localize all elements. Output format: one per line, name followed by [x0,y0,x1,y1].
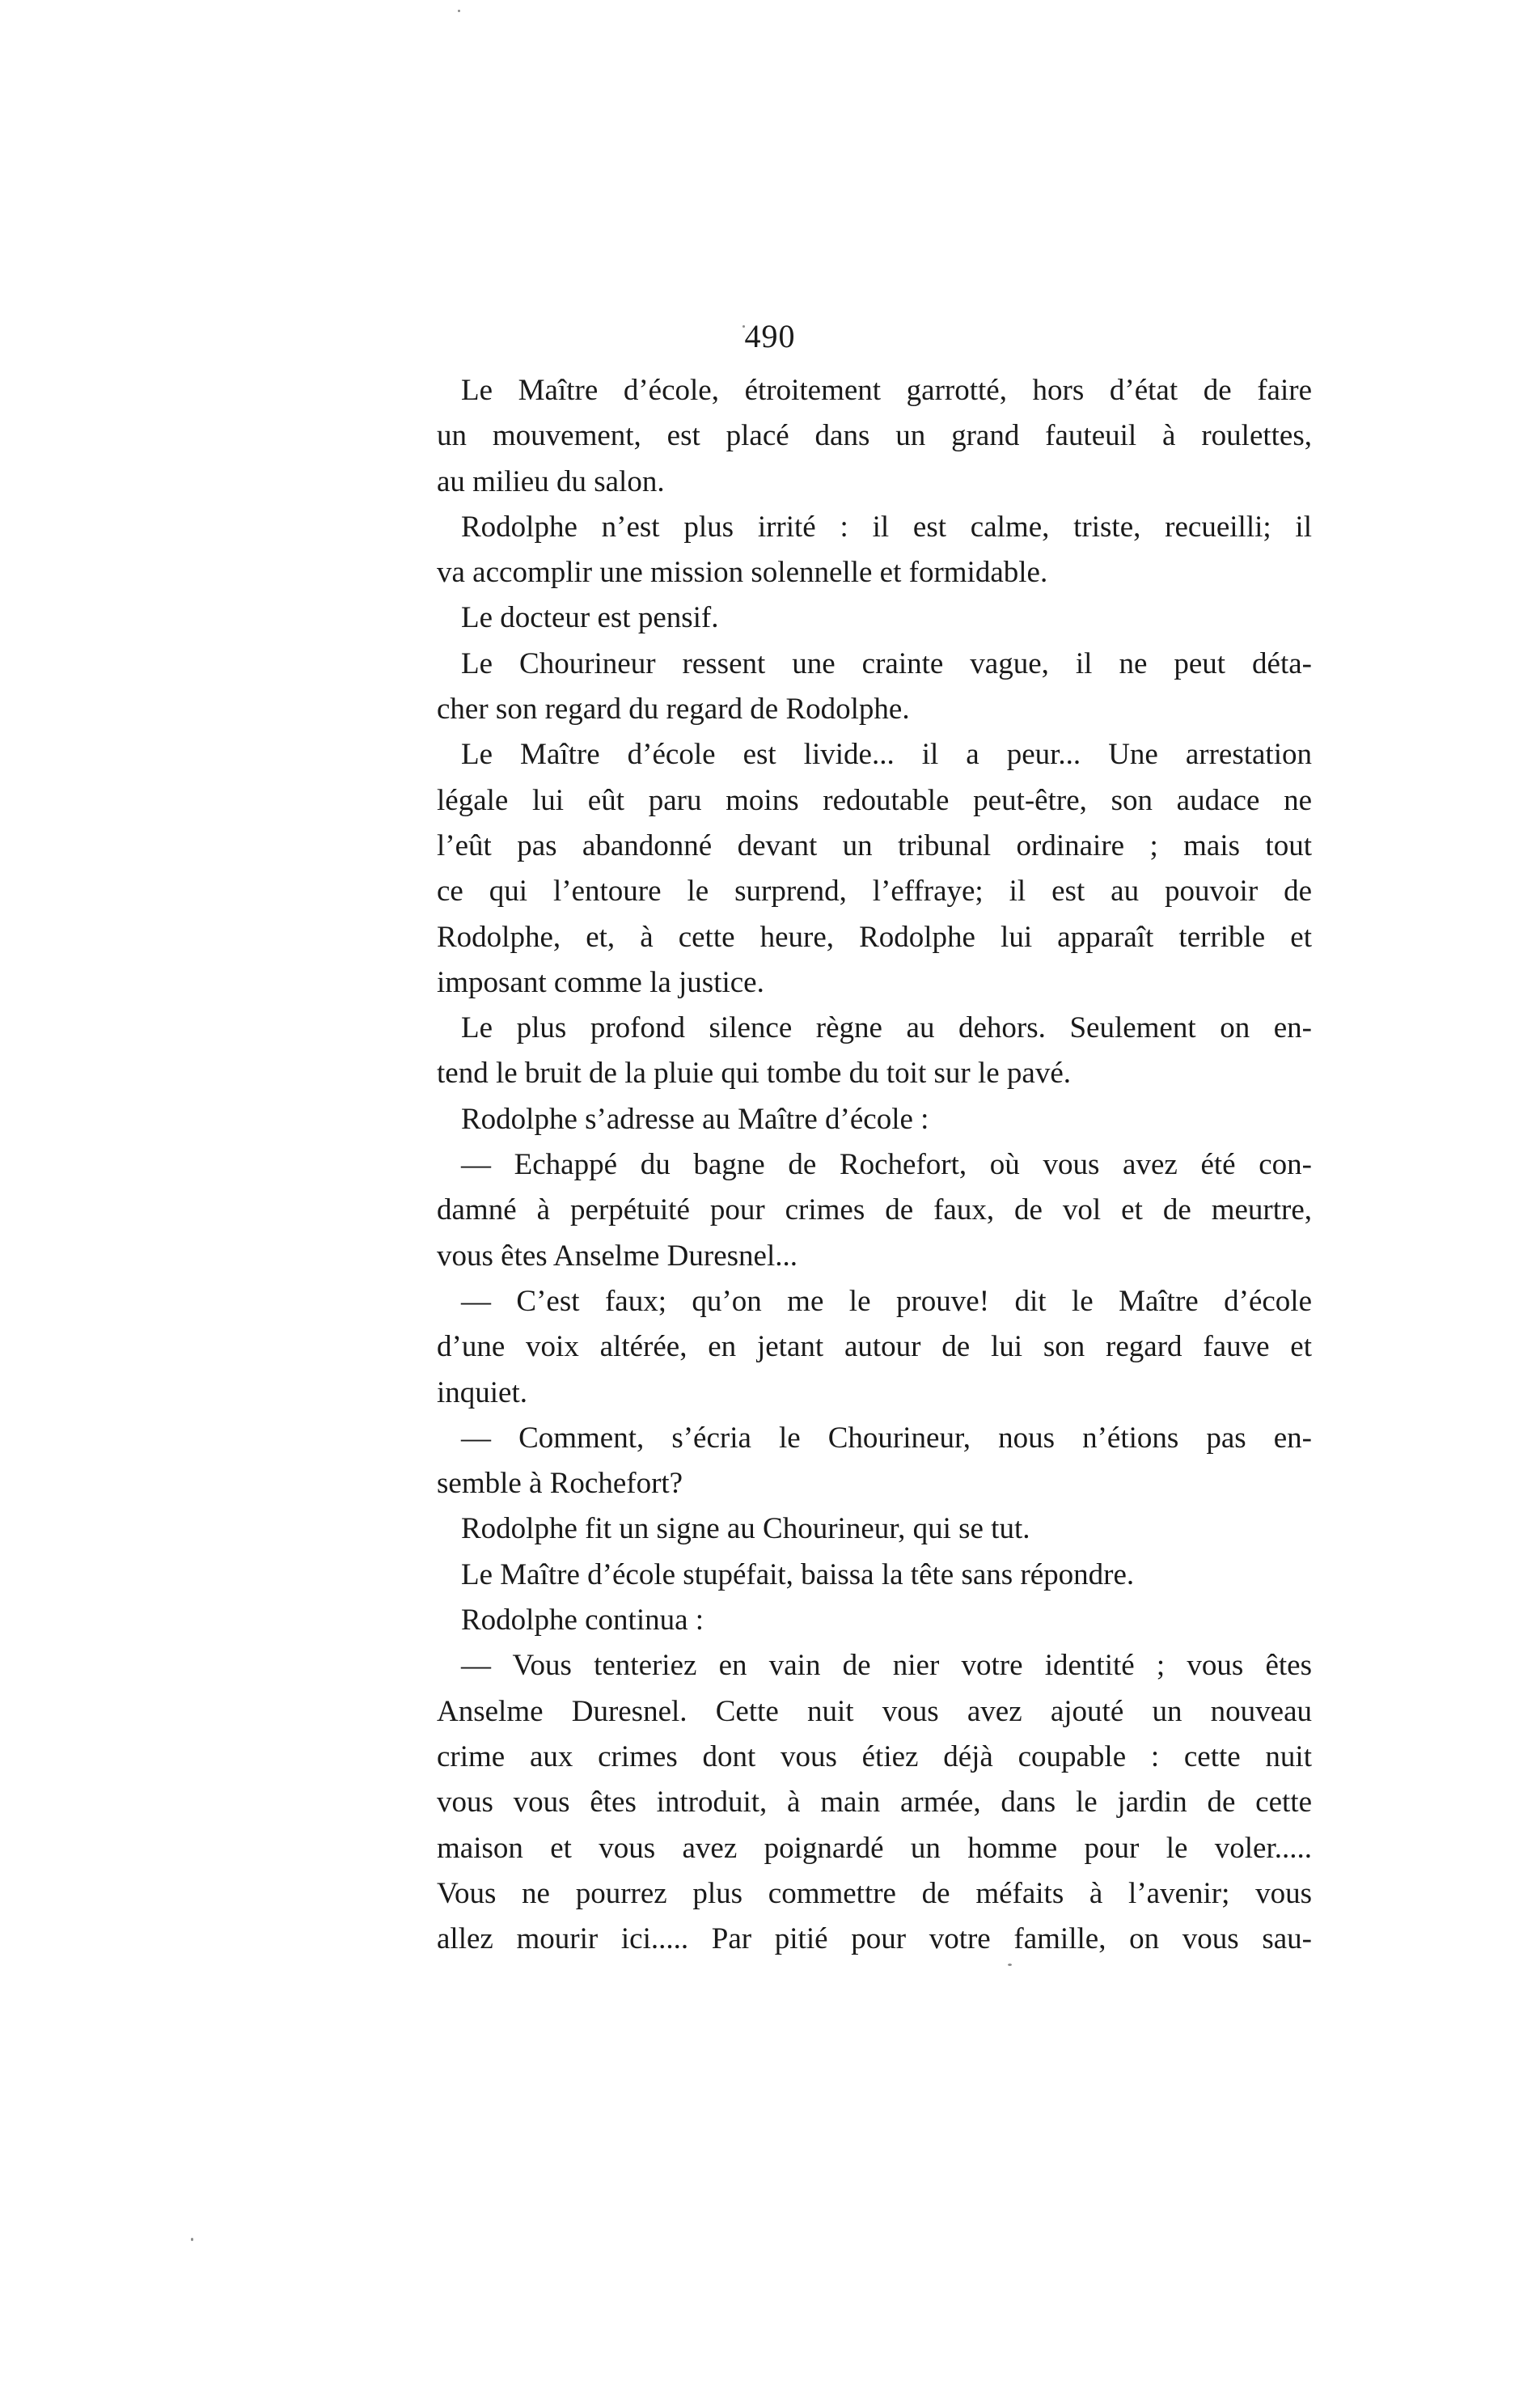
body-text [437,368,1312,1962]
text-line: va accomplir une mission solennelle et formidable. [437,556,1048,590]
paper-speck [458,10,460,12]
text-line: Le Maître d’école, étroitement garrotté, hors d’état de faire [461,374,1312,407]
text-line: — Vous tenteriez en vain de nier votre identité ; vous êtes [461,1649,1312,1683]
text-line: imposant comme la justice. [437,965,764,999]
text-line: allez mourir ici..... Par pitié pour votre famille, on vous sau- [437,1922,1312,1956]
text-line: — Echappé du bagne de Rochefort, où vous avez été con- [461,1148,1312,1182]
text-line: un mouvement, est placé dans un grand fauteuil à roulettes, [437,419,1312,453]
text-line: l’eût pas abandonné devant un tribunal ordinaire ; mais tout [437,828,1312,862]
text-line: Le Maître d’école stupéfait, baissa la tête sans répondre. [461,1557,1135,1591]
text-line: vous êtes Anselme Duresnel... [437,1239,798,1273]
text-line: — C’est faux; qu’on me le prouve! dit le Maître d’école [461,1284,1312,1318]
text-line: ce qui l’entoure le surprend, l’effraye; il est au pouvoir de [437,875,1312,909]
text-line: inquiet. [437,1375,528,1409]
text-line: Rodolphe continua : [461,1604,704,1638]
text-line: Le Chourineur ressent une crainte vague, il ne peut déta- [461,646,1312,680]
text-line: au milieu du salon. [437,464,665,498]
paper-speck [191,2238,193,2241]
text-line: cher son regard du regard de Rodolphe. [437,693,910,727]
text-line: Rodolphe n’est plus irrité : il est calme, triste, recueilli; il [461,510,1312,544]
paper-speck [742,325,745,328]
text-line: damné à perpétuité pour crimes de faux, de vol et de meurtre, [437,1193,1312,1227]
text-line: Rodolphe fit un signe au Chourineur, qui se tut. [461,1512,1030,1546]
text-line: maison et vous avez poignardé un homme pour le voler..... [437,1831,1312,1865]
text-line: semble à Rochefort? [437,1467,683,1501]
text-line: tend le bruit de la pluie qui tombe du toit sur le pavé. [437,1057,1072,1091]
text-line: d’une voix altérée, en jetant autour de lui son regard fauve et [437,1330,1312,1364]
text-line: Le docteur est pensif. [461,601,719,635]
text-line: Vous ne pourrez plus commettre de méfaits à l’avenir; vous [437,1876,1312,1910]
text-line: crime aux crimes dont vous étiez déjà coupable : cette nuit [437,1739,1312,1773]
text-line: légale lui eût paru moins redoutable peut-être, son audace ne [437,783,1312,817]
text-line: Rodolphe, et, à cette heure, Rodolphe lui apparaît terrible et [437,920,1312,954]
text-line: Le Maître d’école est livide... il a peur... Une arrestation [461,738,1312,772]
page-number: 490 [744,318,796,354]
paper-speck [1008,1964,1012,1966]
text-line: vous vous êtes introduit, à main armée, dans le jardin de cette [437,1786,1312,1820]
text-line: — Comment, s’écria le Chourineur, nous n’étions pas en- [461,1421,1312,1455]
text-line: Le plus profond silence règne au dehors. Seulement on en- [461,1011,1312,1045]
text-line: Anselme Duresnel. Cette nuit vous avez ajouté un nouveau [437,1694,1312,1728]
text-line: Rodolphe s’adresse au Maître d’école : [461,1102,929,1136]
